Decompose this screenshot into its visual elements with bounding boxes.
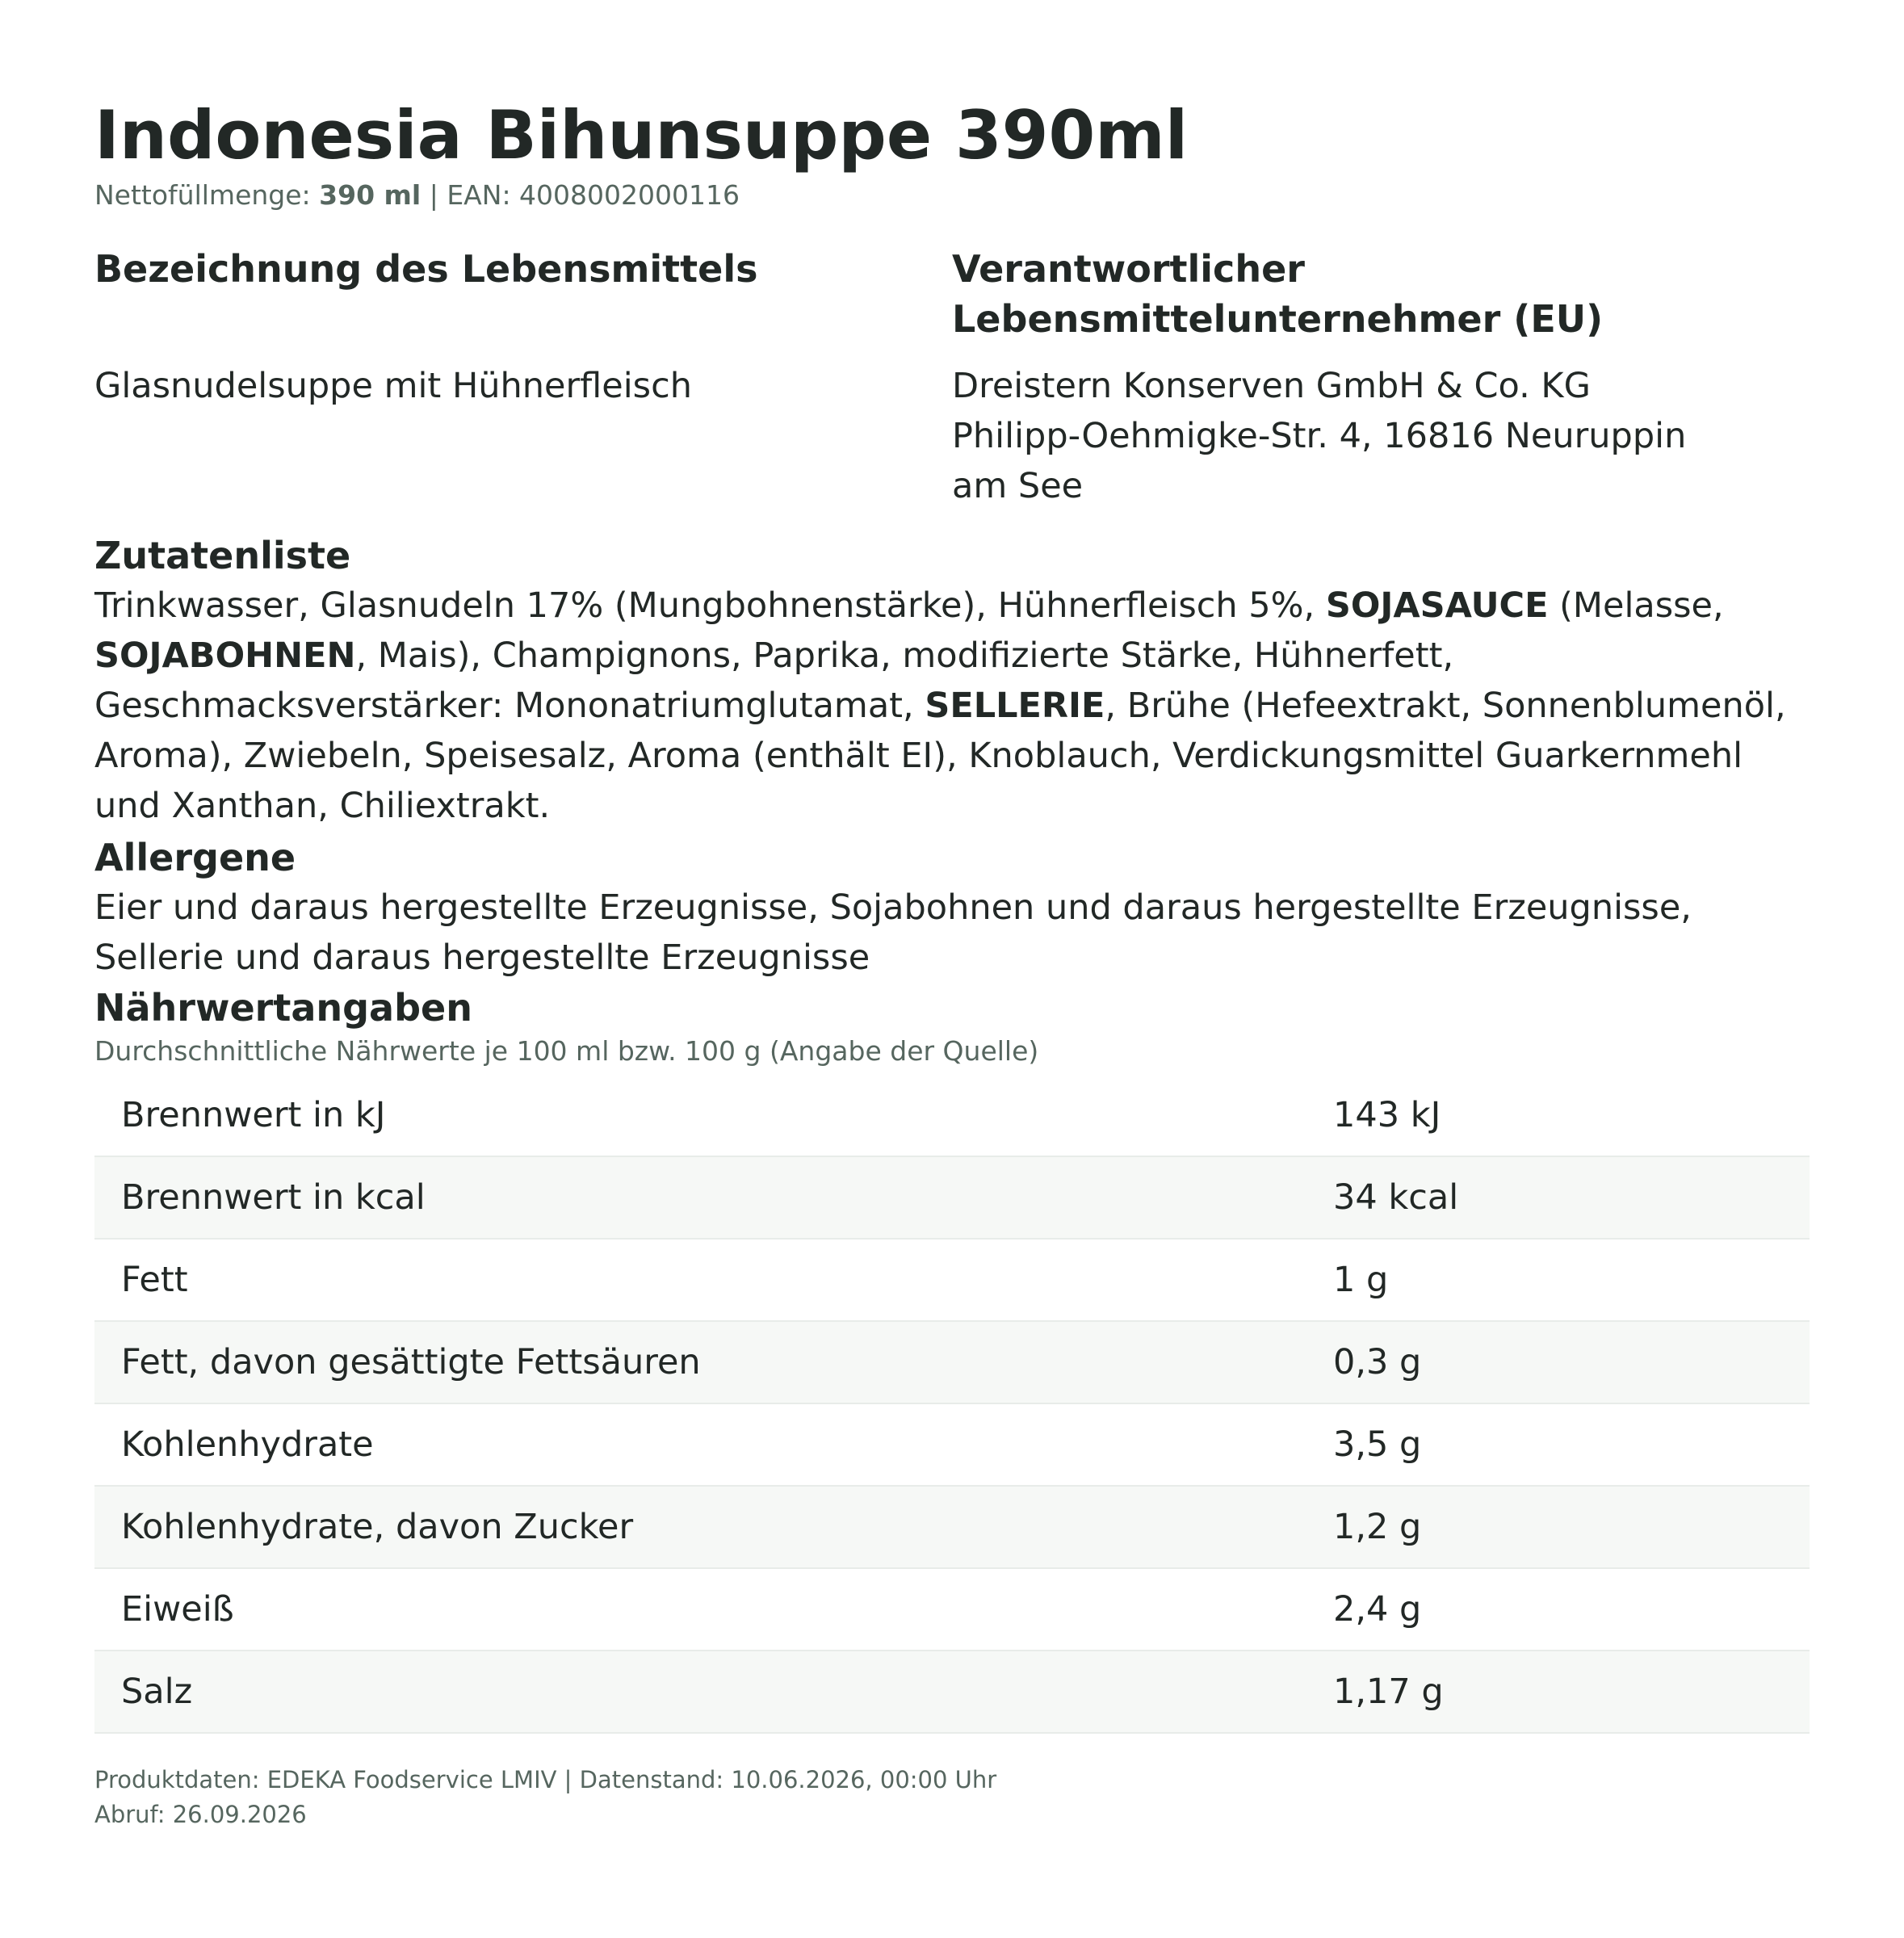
info-columns xyxy=(94,244,1810,511)
nutrient-label: Salz xyxy=(94,1651,1306,1733)
operator-address xyxy=(952,361,1743,511)
nutrient-value: 34 kcal xyxy=(1306,1156,1810,1239)
nutrition-heading: Nährwertangaben xyxy=(94,986,472,1030)
allergen-highlight: SELLERIE xyxy=(925,686,1105,726)
nutrient-label: Brennwert in kcal xyxy=(94,1156,1306,1239)
ingredients-heading: Zutatenliste xyxy=(94,534,351,577)
nutrient-label: Brennwert in kJ xyxy=(94,1075,1306,1156)
ingredients-part: , Mais), Champignons, Paprika, modifizierte Stärke, Hühnerfett, Geschmacksverstärker: Mononatriumglutamat, xyxy=(94,636,1454,726)
net-quantity-ean xyxy=(94,178,1810,213)
allergens-section xyxy=(94,833,1810,983)
allergens-text: Eier und daraus hergestellte Erzeugnisse, Sojabohnen und daraus hergestellte Erzeugnisse, Sellerie und daraus hergestellte Erzeugnisse xyxy=(94,887,1692,978)
ingredients-part: Trinkwasser, Glasnudeln 17% (Mungbohnenstärke), Hühnerfleisch 5%, xyxy=(94,585,1326,626)
table-row xyxy=(94,1239,1810,1321)
nutrient-value: 0,3 g xyxy=(1306,1321,1810,1403)
nutrient-value: 2,4 g xyxy=(1306,1568,1810,1651)
table-row xyxy=(94,1486,1810,1568)
footer-source-line: Produktdaten: EDEKA Foodservice LMIV | Datenstand: 10.06.2026, 00:00 Uhr xyxy=(94,1766,997,1793)
operator-city: am See xyxy=(952,466,1084,506)
designation-text: Glasnudelsuppe mit Hühnerfleisch xyxy=(94,366,692,406)
nutrient-value: 1,17 g xyxy=(1306,1651,1810,1733)
net-quantity-label: Nettofüllmenge: xyxy=(94,179,320,211)
nutrient-value: 3,5 g xyxy=(1306,1403,1810,1486)
operator-street: Philipp-Oehmigke-Str. 4, 16816 Neuruppin xyxy=(952,416,1687,456)
designation-heading-text: Bezeichnung des Lebensmittels xyxy=(94,247,758,291)
table-row xyxy=(94,1568,1810,1651)
operator-heading xyxy=(952,244,1743,344)
page-title: Indonesia Bihunsuppe 390ml xyxy=(94,96,1189,174)
table-row xyxy=(94,1075,1810,1156)
designation-heading xyxy=(94,244,952,344)
operator-heading-line2: Lebensmittelunternehmer (EU) xyxy=(952,297,1604,341)
operator-company: Dreistern Konserven GmbH & Co. KG xyxy=(952,366,1591,406)
table-row xyxy=(94,1321,1810,1403)
operator-block xyxy=(952,244,1743,511)
nutrition-subheading: Durchschnittliche Nährwerte je 100 ml bzw. 100 g (Angabe der Quelle) xyxy=(94,1035,1039,1067)
nutrient-label: Eiweiß xyxy=(94,1568,1306,1651)
operator-heading-line1: Verantwortlicher xyxy=(952,247,1305,291)
footer-retrieval-line: Abruf: 26.09.2026 xyxy=(94,1801,307,1828)
source-footer xyxy=(94,1763,1810,1832)
table-row xyxy=(94,1651,1810,1733)
ingredients-section xyxy=(94,531,1810,831)
allergens-heading: Allergene xyxy=(94,836,296,879)
nutrient-label: Fett, davon gesättigte Fettsäuren xyxy=(94,1321,1306,1403)
ingredients-part: (Melasse, xyxy=(1548,585,1724,626)
nutrition-table xyxy=(94,1075,1810,1734)
nutrient-label: Kohlenhydrate, davon Zucker xyxy=(94,1486,1306,1568)
ingredients-text xyxy=(94,581,1810,831)
ingredients-part: , Brühe (Hefeextrakt, Sonnenblumenöl, Aroma), Zwiebeln, Speisesalz, Aroma (enthält EI), Knoblauch, Verdickungsmittel Guarkernmehl und Xanthan, Chiliextrakt. xyxy=(94,686,1786,826)
net-quantity-value: 390 ml xyxy=(319,179,421,211)
nutrient-label: Fett xyxy=(94,1239,1306,1321)
allergen-highlight: SOJASAUCE xyxy=(1325,585,1549,626)
nutrient-value: 143 kJ xyxy=(1306,1075,1810,1156)
nutrient-value: 1 g xyxy=(1306,1239,1810,1321)
ean-text: | EAN: 4008002000116 xyxy=(421,179,740,211)
table-row xyxy=(94,1156,1810,1239)
nutrition-section xyxy=(94,983,1810,1734)
table-row xyxy=(94,1403,1810,1486)
allergen-highlight: SOJABOHNEN xyxy=(94,636,356,676)
nutrient-value: 1,2 g xyxy=(1306,1486,1810,1568)
designation-block xyxy=(94,244,952,511)
nutrient-label: Kohlenhydrate xyxy=(94,1403,1306,1486)
